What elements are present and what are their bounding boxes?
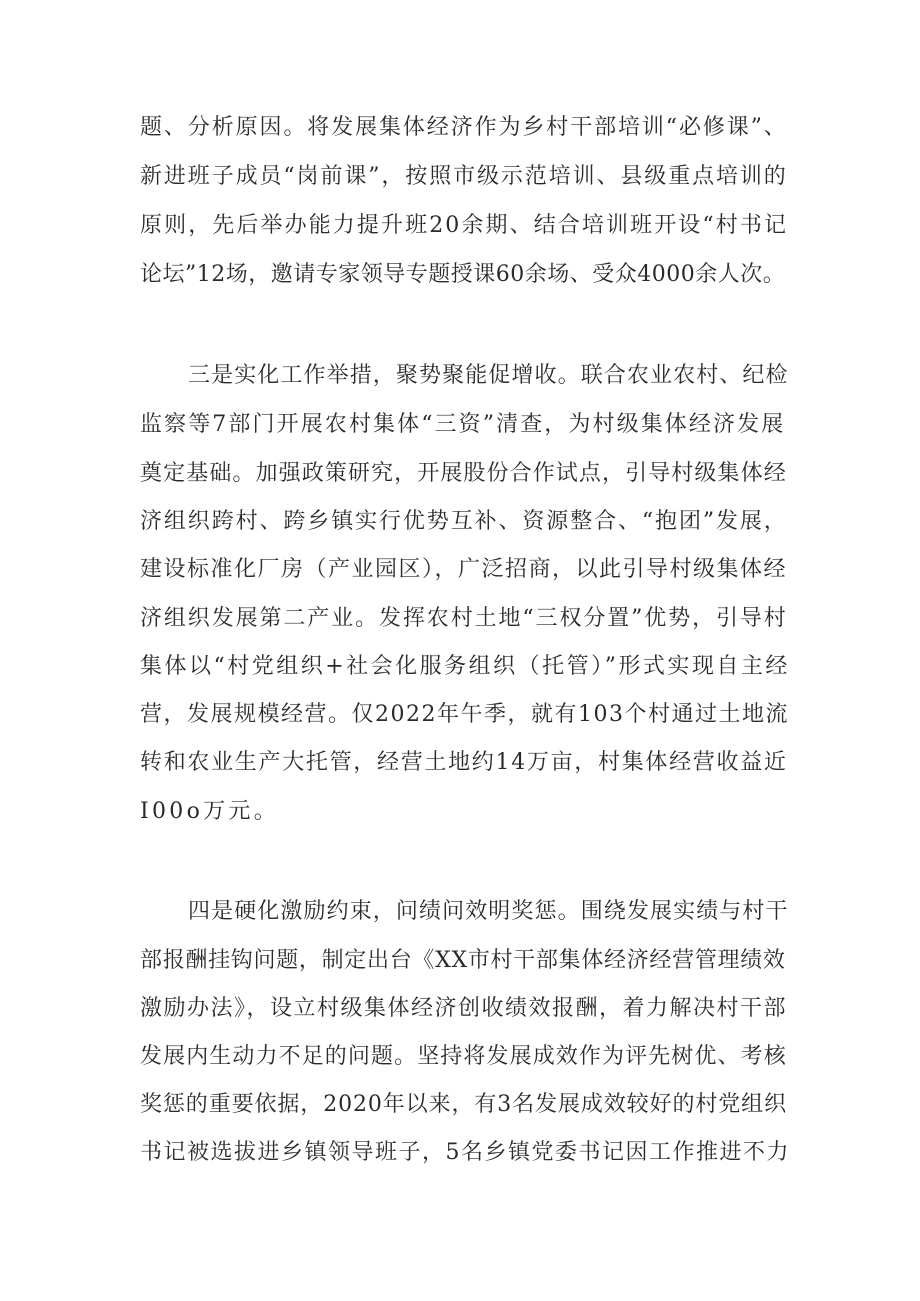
paragraph-line: 营，发展规模经营。仅2022年午季，就有103个村通过土地流 (140, 702, 789, 727)
paragraph-line: 原则，先后举办能力提升班20余期、结合培训班开设“村书记 (140, 213, 789, 238)
paragraph-line: 集体以“村党组织+社会化服务组织（托管）”形式实现自主经 (140, 654, 790, 679)
paragraph-line: 三是实化工作举措，聚势聚能促增收。联合农业农村、纪检 (188, 363, 789, 388)
paragraph-line: 济组织跨村、跨乡镇实行优势互补、资源整合、“抱团”发展， (140, 509, 788, 534)
paragraph-line: I00o万元。 (140, 799, 280, 824)
paragraph-line: 新进班子成员“岗前课”，按照市级示范培训、县级重点培训的 (140, 164, 788, 189)
paragraph-line: 奖惩的重要依据，2020年以来，有3名发展成效较好的村党组织 (140, 1092, 787, 1117)
paragraph-line: 奠定基础。加强政策研究，开展股份合作试点，引导村级集体经 (140, 461, 787, 486)
paragraph-line: 题、分析原因。将发展集体经济作为乡村干部培训“必修课”、 (140, 115, 788, 140)
paragraph-line: 激励办法》，设立村级集体经济创收绩效报酬，着力解决村干部 (140, 996, 788, 1021)
paragraph-line: 发展内生动力不足的问题。坚持将发展成效作为评先树优、考核 (140, 1044, 787, 1069)
paragraph-line: 转和农业生产大托管，经营土地约14万亩，村集体经营收益近 (140, 750, 788, 775)
paragraph-line: 书记被选拔进乡镇领导班子，5名乡镇党委书记因工作推进不力 (140, 1140, 790, 1165)
paragraph-line: 四是硬化激励约束，问绩问效明奖惩。围绕发展实绩与村干 (188, 899, 789, 924)
paragraph-line: 部报酬挂钩问题，制定出台《XX市村干部集体经济经营管理绩效 (140, 948, 786, 973)
paragraph-line: 监察等7部门开展农村集体“三资”清查，为村级集体经济发展 (140, 412, 786, 437)
paragraph-line: 论坛”12场，邀请专家领导专题授课60余场、受众4000余人次。 (140, 262, 786, 287)
paragraph-line: 建设标准化厂房（产业园区），广泛招商，以此引导村级集体经 (140, 557, 788, 582)
paragraph-line: 济组织发展第二产业。发挥农村土地“三权分置”优势，引导村 (140, 606, 788, 631)
